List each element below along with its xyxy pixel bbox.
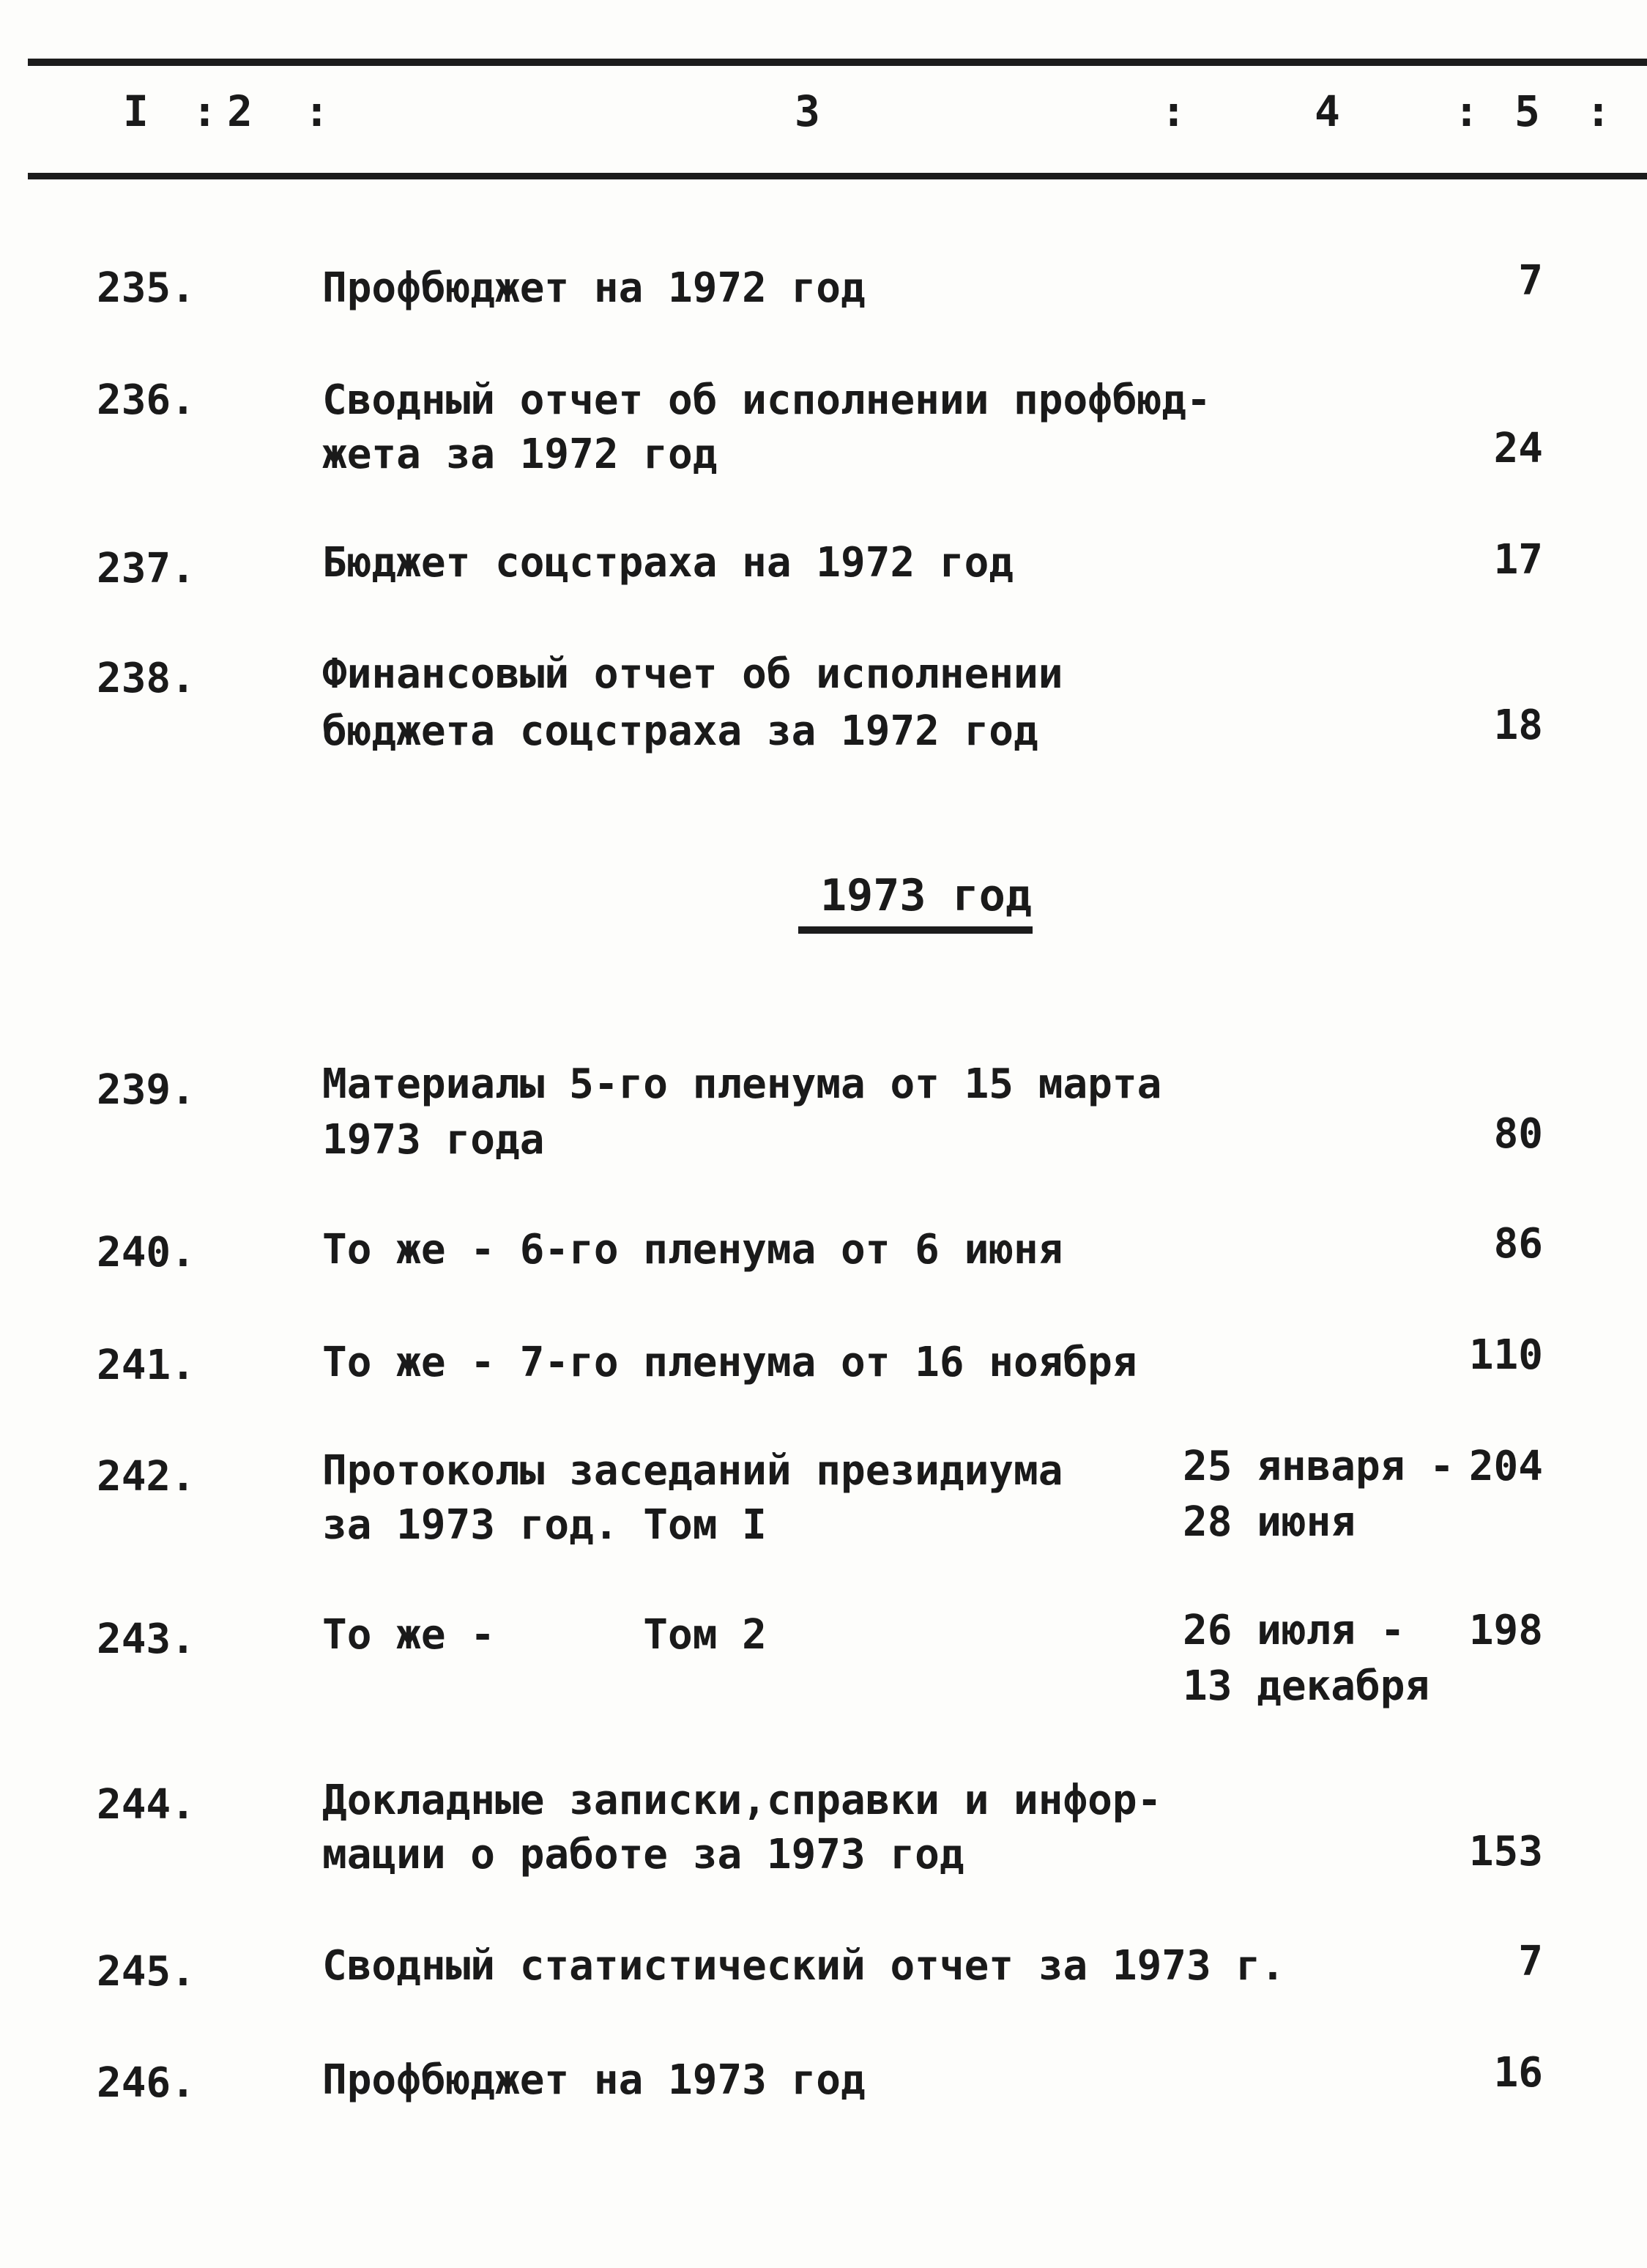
row-title: Материалы 5-го пленума от 15 марта [322,1060,1162,1108]
row-page-count: 17 [1493,536,1543,584]
row-title: Докладные записки,справки и инфор- [322,1777,1162,1824]
row-date-range: 28 июня [1183,1498,1356,1546]
row-title: То же - 6-го пленума от 6 июня [322,1226,1063,1274]
row-number: 237. [97,545,196,592]
row-number: 245. [97,1948,196,1996]
section-title: 1973 год [820,870,1032,921]
column-separator: : [304,86,331,136]
column-separator: : [1585,86,1613,136]
row-number: 238. [97,655,196,702]
row-page-count: 198 [1468,1607,1543,1654]
header-rule-bottom [28,173,1647,179]
row-number: 239. [97,1066,196,1114]
row-number: 244. [97,1781,196,1829]
row-title: за 1973 год. Том I [322,1501,767,1549]
column-header-3: 3 [795,86,822,136]
row-date-range: 25 января - [1183,1443,1454,1490]
row-number: 236. [97,376,196,424]
row-title: То же - Том 2 [322,1611,767,1659]
row-title: Профбюджет на 1973 год [322,2056,866,2104]
row-number: 243. [97,1616,196,1663]
row-title: 1973 года [322,1116,545,1164]
row-title: жета за 1972 год [322,431,718,478]
row-title: Бюджет соцстраха на 1972 год [322,539,1014,587]
column-header-5: 5 [1514,86,1542,136]
row-page-count: 7 [1518,1938,1543,1985]
row-page-count: 18 [1493,702,1543,749]
row-title: мации о работе за 1973 год [322,1831,964,1878]
column-separator: : [192,86,219,136]
row-page-count: 80 [1493,1110,1543,1158]
column-separator: : [1454,86,1481,136]
row-number: 240. [97,1229,196,1276]
row-number: 242. [97,1453,196,1501]
row-page-count: 153 [1468,1828,1543,1875]
row-date-range: 13 декабря [1183,1662,1430,1710]
column-header-2: 2 [227,86,254,136]
row-title: Сводный статистический отчет за 1973 г. [322,1942,1285,1990]
row-title: Финансовый отчет об исполнении [322,650,1063,698]
row-title: То же - 7-го пленума от 16 ноября [322,1339,1137,1386]
section-title-underline [798,926,1033,934]
row-page-count: 110 [1468,1331,1543,1379]
row-page-count: 24 [1493,425,1543,472]
row-page-count: 7 [1518,257,1543,305]
row-title: бюджета соцстраха за 1972 год [322,707,1038,755]
row-title: Профбюджет на 1972 год [322,264,866,312]
row-title: Сводный отчет об исполнении профбюд- [322,376,1211,424]
header-rule-top [28,59,1647,66]
row-number: 246. [97,2059,196,2107]
column-header-4: 4 [1315,86,1342,136]
column-header-1: I [123,86,150,136]
row-date-range: 26 июля - [1183,1607,1405,1654]
row-page-count: 86 [1493,1220,1543,1268]
row-number: 241. [97,1342,196,1389]
row-page-count: 16 [1493,2049,1543,2097]
row-page-count: 204 [1468,1443,1543,1490]
row-title: Протоколы заседаний президиума [322,1447,1063,1495]
row-number: 235. [97,264,196,312]
column-separator: : [1161,86,1188,136]
